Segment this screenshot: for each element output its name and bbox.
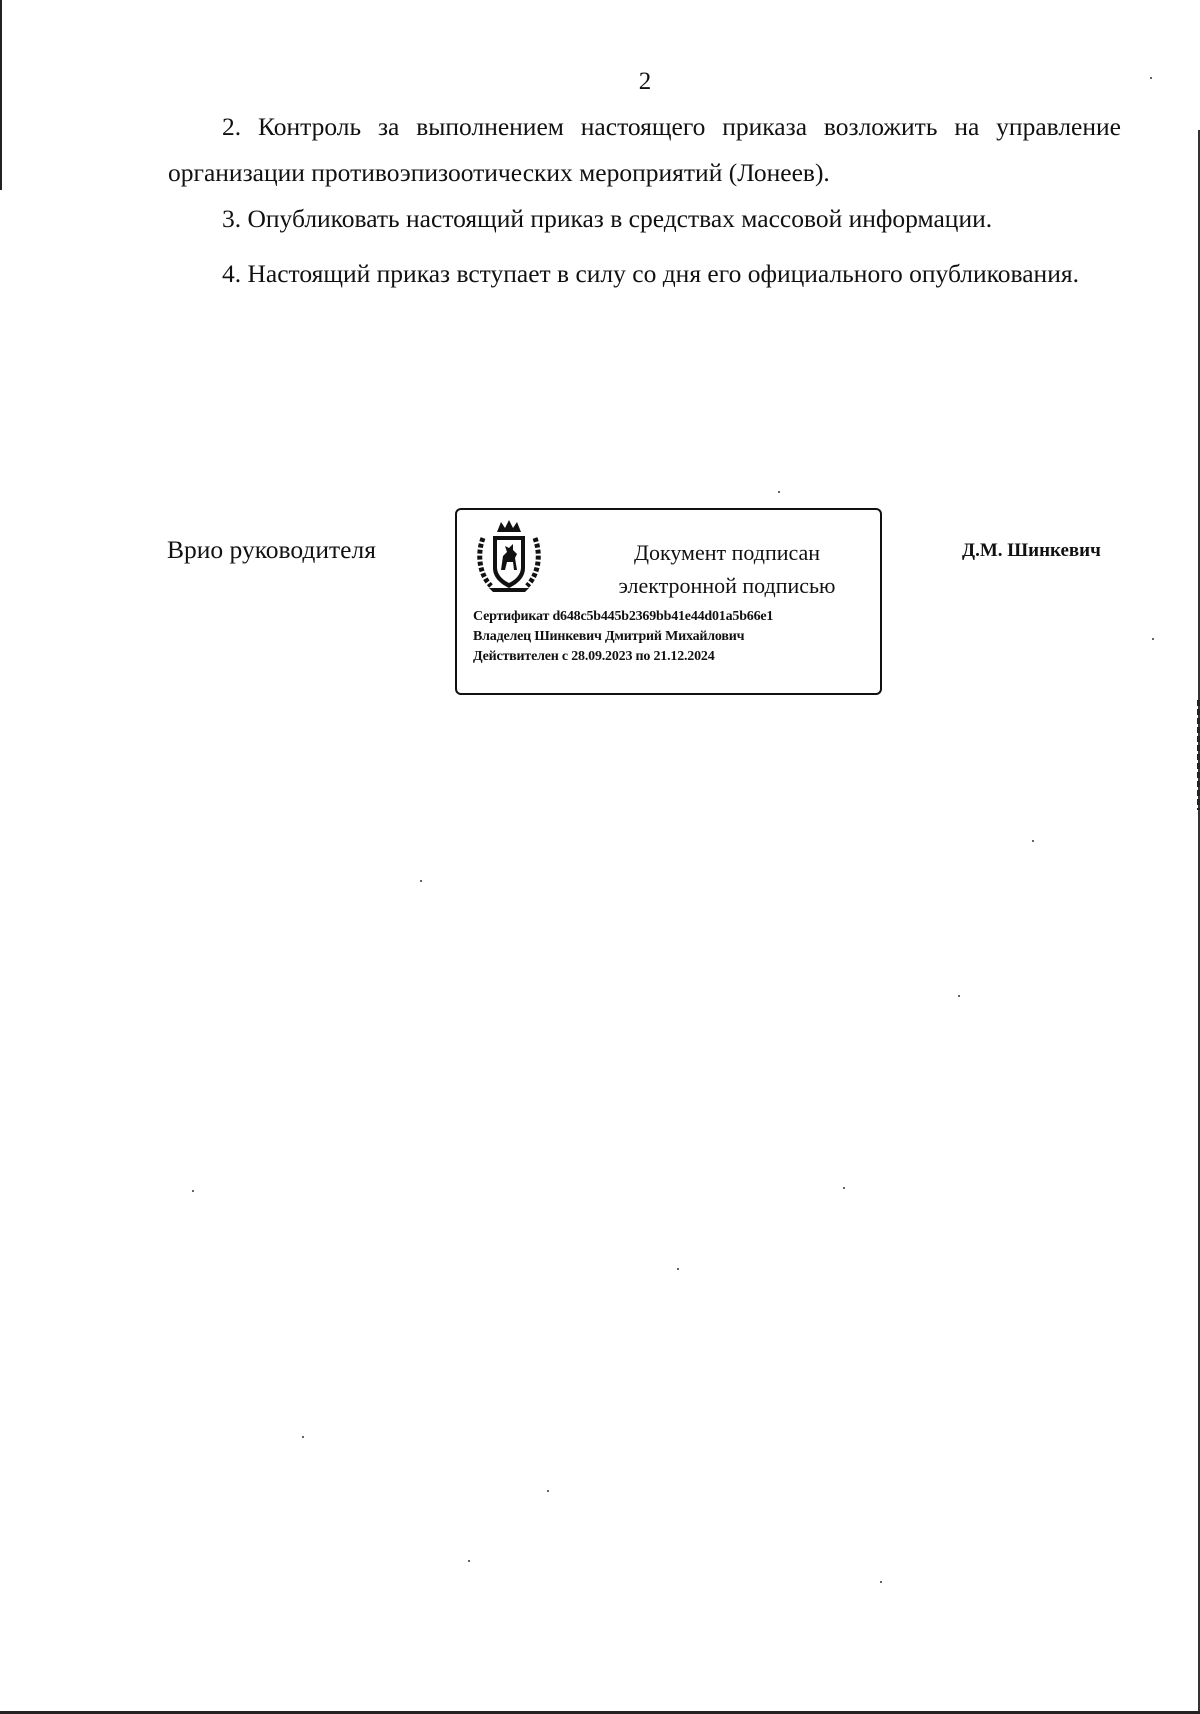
scan-speck [677,1268,679,1270]
scan-speck [778,491,780,493]
certificate-validity: Действителен с 28.09.2023 по 21.12.2024 [473,649,715,664]
stamp-details [473,607,773,667]
paragraph-text: Настоящий приказ вступает в силу со дня его официального опубликования. [247,259,1079,288]
certificate-number: Сертификат d648c5b445b2369bb41e44d01a5b66e1 [473,609,774,624]
stamp-title-line: электронной подписью [618,573,836,598]
paragraph-text: Опубликовать настоящий приказ в средствах массовой информации. [247,204,993,233]
paragraph-number: 4. [222,259,242,288]
page-number: 2 [638,68,652,95]
signatory-name: Д.М. Шинкевич [962,540,1101,561]
scan-speck [1032,840,1034,842]
scan-speck [958,995,960,997]
stamp-title [587,536,867,602]
scan-speck [420,880,422,882]
coat-of-arms-icon [475,518,543,594]
scan-speck [880,1581,882,1583]
paragraph-4 [168,251,1121,297]
paragraph-3 [168,196,1121,242]
stamp-title-line: Документ подписан [633,540,821,565]
paragraph-number: 3. [222,204,242,233]
scan-speck [843,1187,845,1189]
signatory-position: Врио руководителя [167,535,376,564]
paragraph-2 [168,104,1121,196]
scan-speck [302,1436,304,1438]
scan-speck [192,1190,194,1192]
certificate-owner: Владелец Шинкевич Дмитрий Михайлович [473,629,745,644]
paragraph-text: Контроль за выполнением настоящего приказа возложить на управление организации противоэпизоотических мероприятий (Лонеев). [168,112,1121,187]
scan-speck [468,1560,470,1562]
paragraph-number: 2. [222,112,242,141]
scan-speck [547,1490,549,1492]
scan-speck [1152,638,1154,640]
electronic-signature-stamp [455,508,882,695]
